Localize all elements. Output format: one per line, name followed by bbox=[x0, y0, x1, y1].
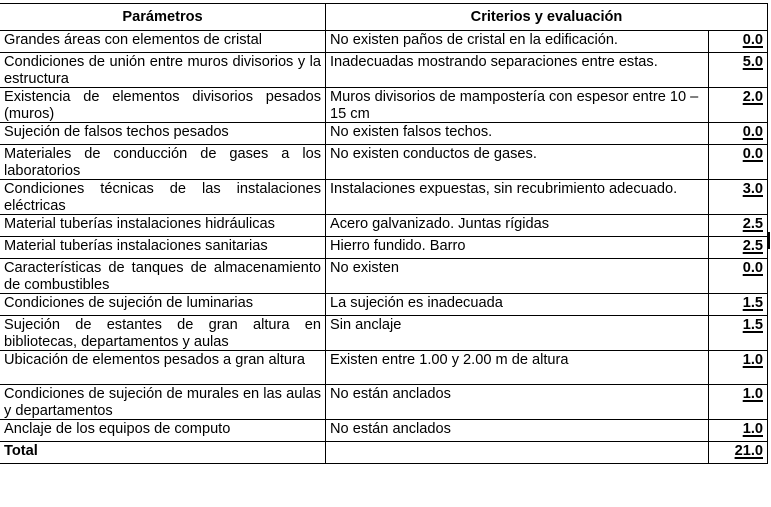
criteria-cell: Hierro fundido. Barro bbox=[326, 237, 709, 259]
table-row bbox=[0, 215, 768, 237]
criteria-cell: Muros divisorios de mampostería con espesor entre 10 – 15 cm bbox=[326, 88, 709, 123]
table-row bbox=[0, 123, 768, 145]
score-cell: 5.0 bbox=[709, 53, 768, 88]
score-cell: 3.0 bbox=[709, 180, 768, 215]
table-row bbox=[0, 259, 768, 294]
parameter-cell: Condiciones de unión entre muros divisorios y la estructura bbox=[0, 53, 326, 88]
parameter-cell: Material tuberías instalaciones hidráulicas bbox=[0, 215, 326, 237]
total-label: Total bbox=[0, 442, 326, 464]
parameter-cell: Condiciones técnicas de las instalaciones eléctricas bbox=[0, 180, 326, 215]
criteria-cell: Inadecuadas mostrando separaciones entre estas. bbox=[326, 53, 709, 88]
parameter-cell: Existencia de elementos divisorios pesados (muros) bbox=[0, 88, 326, 123]
criteria-cell: Sin anclaje bbox=[326, 316, 709, 351]
table-row bbox=[0, 294, 768, 316]
total-criteria-cell bbox=[326, 442, 709, 464]
score-cell: 1.5 bbox=[709, 294, 768, 316]
header-parameters: Parámetros bbox=[0, 4, 326, 31]
table-row bbox=[0, 316, 768, 351]
criteria-cell: Acero galvanizado. Juntas rígidas bbox=[326, 215, 709, 237]
table-row bbox=[0, 31, 768, 53]
table-row bbox=[0, 180, 768, 215]
table-row bbox=[0, 88, 768, 123]
table-row bbox=[0, 385, 768, 420]
text-cursor-mark bbox=[768, 232, 770, 249]
criteria-cell: No existen bbox=[326, 259, 709, 294]
table-row bbox=[0, 237, 768, 259]
header-criteria: Criterios y evaluación bbox=[326, 4, 768, 31]
total-score: 21.0 bbox=[709, 442, 768, 464]
parameter-cell: Materiales de conducción de gases a los laboratorios bbox=[0, 145, 326, 180]
evaluation-table bbox=[0, 3, 768, 464]
header-row bbox=[0, 4, 768, 31]
criteria-cell: La sujeción es inadecuada bbox=[326, 294, 709, 316]
score-cell: 2.5 bbox=[709, 215, 768, 237]
parameter-cell: Características de tanques de almacenamiento de combustibles bbox=[0, 259, 326, 294]
score-cell: 2.0 bbox=[709, 88, 768, 123]
total-row bbox=[0, 442, 768, 464]
table-row bbox=[0, 53, 768, 88]
score-cell: 1.0 bbox=[709, 385, 768, 420]
criteria-cell: No existen paños de cristal en la edificación. bbox=[326, 31, 709, 53]
criteria-cell: No existen conductos de gases. bbox=[326, 145, 709, 180]
parameter-cell: Sujeción de estantes de gran altura en bibliotecas, departamentos y aulas bbox=[0, 316, 326, 351]
parameter-cell: Ubicación de elementos pesados a gran altura bbox=[0, 351, 326, 385]
score-cell: 1.5 bbox=[709, 316, 768, 351]
criteria-cell: Instalaciones expuestas, sin recubrimiento adecuado. bbox=[326, 180, 709, 215]
parameter-cell: Condiciones de sujeción de murales en las aulas y departamentos bbox=[0, 385, 326, 420]
parameter-cell: Anclaje de los equipos de computo bbox=[0, 420, 326, 442]
table-row bbox=[0, 420, 768, 442]
criteria-cell: No existen falsos techos. bbox=[326, 123, 709, 145]
score-cell: 0.0 bbox=[709, 145, 768, 180]
score-cell: 1.0 bbox=[709, 420, 768, 442]
score-cell: 1.0 bbox=[709, 351, 768, 385]
table-row bbox=[0, 145, 768, 180]
score-cell: 0.0 bbox=[709, 123, 768, 145]
parameter-cell: Material tuberías instalaciones sanitarias bbox=[0, 237, 326, 259]
parameter-cell: Sujeción de falsos techos pesados bbox=[0, 123, 326, 145]
parameter-cell: Condiciones de sujeción de luminarias bbox=[0, 294, 326, 316]
score-cell: 0.0 bbox=[709, 31, 768, 53]
parameter-cell: Grandes áreas con elementos de cristal bbox=[0, 31, 326, 53]
criteria-cell: Existen entre 1.00 y 2.00 m de altura bbox=[326, 351, 709, 385]
score-cell: 2.5 bbox=[709, 237, 768, 259]
criteria-cell: No están anclados bbox=[326, 420, 709, 442]
score-cell: 0.0 bbox=[709, 259, 768, 294]
criteria-cell: No están anclados bbox=[326, 385, 709, 420]
table-row bbox=[0, 351, 768, 385]
